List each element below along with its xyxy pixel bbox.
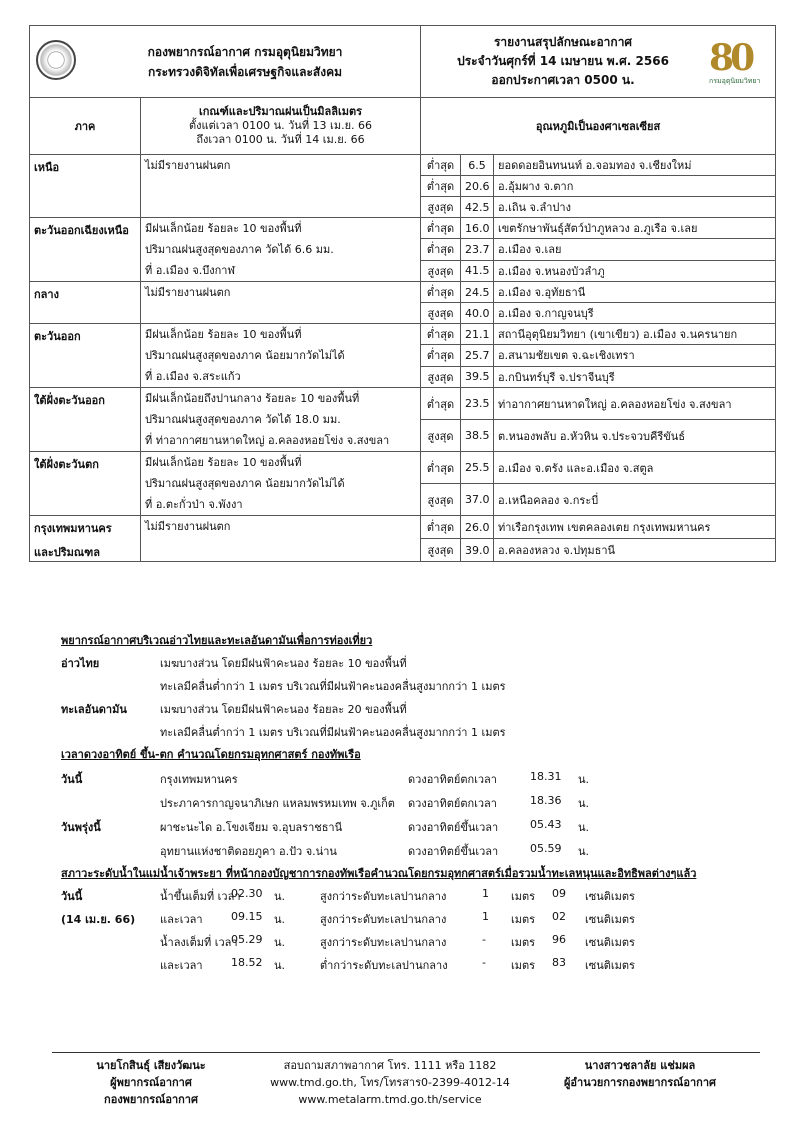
sun-time: 05.43 (530, 818, 562, 831)
org-line2: กระทรวงดิจิทัลเพื่อเศรษฐกิจและสังคม (147, 64, 343, 79)
report-issue-time: ออกประกาศเวลา 0500 น. (491, 73, 635, 87)
col-region-header: ภาค (30, 98, 141, 155)
temp-place: อ.คลองหลวง จ.ปทุมธานี (494, 539, 776, 562)
tide-m: - (482, 956, 486, 969)
temp-type: ต่ำสุด (421, 452, 461, 484)
temp-place: ท่าอากาศยานหาดใหญ่ อ.คลองหอยโข่ง จ.สงขลา (494, 388, 776, 420)
tide-desc: สูงกว่าระดับทะเลปานกลาง (320, 936, 447, 949)
andaman-line1: เมฆบางส่วน โดยมีฝนฟ้าคะนอง ร้อยละ 20 ของพื้นที่ (160, 703, 407, 716)
tide-time: 18.52 (231, 956, 263, 969)
region-rows (30, 155, 776, 562)
temp-place: อ.เมือง จ.กาญจนบุรี (494, 303, 776, 324)
footer-director: นางสาวชลาลัย แช่มผล ผู้อำนวยการกองพยากรณ์อากาศ (563, 1059, 716, 1089)
sun-event: ดวงอาทิตย์ตกเวลา (408, 797, 497, 810)
region-rainfall (141, 516, 421, 562)
temp-type: สูงสุด (421, 484, 461, 516)
tide-u: น. (274, 959, 286, 972)
tide-cm: 83 (552, 956, 566, 969)
marine-title: พยากรณ์อากาศบริเวณอ่าวไทยและทะเลอันดามันเพื่อการท่องเที่ยว (61, 634, 373, 647)
sun-today-label: วันนี้ (61, 773, 83, 786)
col-temp-header: อุณหภูมิเป็นองศาเซลเซียส (421, 98, 776, 155)
temp-place: ต.หนองพลับ อ.หัวหิน จ.ประจวบคีรีขันธ์ (494, 420, 776, 452)
temp-row (30, 218, 776, 239)
temp-value: 39.0 (461, 539, 494, 562)
temp-place: อ.เหนือคลอง จ.กระบี่ (494, 484, 776, 516)
temp-value: 23.7 (461, 239, 494, 260)
region-rainfall (141, 452, 421, 516)
region-name: ใต้ฝั่งตะวันตก (30, 452, 141, 516)
sun-unit: น. (578, 821, 590, 834)
temp-place: เขตรักษาพันธุ์สัตว์ป่าภูหลวง อ.ภูเรือ จ.เลย (494, 218, 776, 239)
tide-time: 05.29 (231, 933, 263, 946)
temp-place: ท่าเรือกรุงเทพ เขตคลองเตย กรุงเทพมหานคร (494, 516, 776, 539)
report-date: ประจำวันศุกร์ที่ 14 เมษายน พ.ศ. 2566 (457, 54, 669, 68)
marine-forecast-section (61, 631, 372, 649)
temp-value: 39.5 (461, 366, 494, 387)
tide-cmu: เซนติเมตร (585, 959, 635, 972)
tide-label: และเวลา (160, 959, 203, 972)
temp-type: สูงสุด (421, 539, 461, 562)
tide-mu: เมตร (511, 890, 536, 903)
tide-label: และเวลา (160, 913, 203, 926)
footer-website-link[interactable]: www.tmd.go.th, โทร/โทรสาร0-2399-4012-14 (270, 1076, 510, 1089)
temp-value: 40.0 (461, 303, 494, 324)
temp-type: ต่ำสุด (421, 239, 461, 260)
tide-m: 1 (482, 910, 489, 923)
temp-type: สูงสุด (421, 366, 461, 387)
report-sheet (29, 25, 775, 562)
region-rainfall (141, 218, 421, 282)
sun-place: ผาชะนะได อ.โขงเจียม จ.อุบลราชธานี (160, 821, 343, 834)
rain-line: ที่ อ.เมือง จ.บึงกาฬ (145, 264, 235, 277)
tide-u: น. (274, 936, 286, 949)
temp-type: ต่ำสุด (421, 516, 461, 539)
region-name: ใต้ฝั่งตะวันออก (30, 388, 141, 452)
region-name: กลาง (30, 282, 141, 324)
report-title: รายงานสรุปลักษณะอากาศ (493, 35, 633, 49)
rain-line: ไม่มีรายงานฝนตก (145, 520, 231, 533)
sun-time: 05.59 (530, 842, 562, 855)
sun-title: เวลาดวงอาทิตย์ ขึ้น-ตก คำนวณโดยกรมอุทกศาสตร์ กองทัพเรือ (61, 748, 361, 761)
temp-value: 24.5 (461, 282, 494, 303)
temp-place: อ.สนามชัยเขต จ.ฉะเชิงเทรา (494, 345, 776, 366)
rain-line: มีฝนเล็กน้อยถึงปานกลาง ร้อยละ 10 ของพื้นที่ (145, 392, 360, 405)
temp-value: 41.5 (461, 260, 494, 281)
temp-place: อ.เมือง จ.หนองบัวลำภู (494, 260, 776, 281)
rain-line: มีฝนเล็กน้อย ร้อยละ 10 ของพื้นที่ (145, 456, 302, 469)
temp-type: ต่ำสุด (421, 176, 461, 197)
tide-cm: 02 (552, 910, 566, 923)
gulf-label: อ่าวไทย (61, 657, 100, 670)
rain-line: ที่ อ.เมือง จ.สระแก้ว (145, 370, 241, 383)
sun-place: ประภาคารกาญจนาภิเษก แหลมพรหมเทพ จ.ภูเก็ต (160, 797, 395, 810)
region-rainfall (141, 282, 421, 324)
temp-value: 20.6 (461, 176, 494, 197)
temp-type: สูงสุด (421, 303, 461, 324)
temp-row (30, 516, 776, 539)
tide-time: 09.15 (231, 910, 263, 923)
temp-place: สถานีอุตุนิยมวิทยา (เขาเขียว) อ.เมือง จ.นครนายก (494, 324, 776, 345)
temp-type: ต่ำสุด (421, 218, 461, 239)
temp-place: อ.กบินทร์บุรี จ.ปราจีนบุรี (494, 366, 776, 387)
andaman-line2: ทะเลมีคลื่นต่ำกว่า 1 เมตร บริเวณที่มีฝนฟ้าคะนองคลื่นสูงมากกว่า 1 เมตร (160, 726, 506, 739)
temp-type: ต่ำสุด (421, 324, 461, 345)
tide-cm: 96 (552, 933, 566, 946)
temp-place: อ.อุ้มผาง จ.ตาก (494, 176, 776, 197)
sun-section (61, 745, 361, 763)
temp-row (30, 324, 776, 345)
sun-event: ดวงอาทิตย์ตกเวลา (408, 773, 497, 786)
tide-title: สภาวะระดับน้ำในแม่น้ำเจ้าพระยา ที่หน้ากองบัญชาการกองทัพเรือคำนวณโดยกรมอุทกศาสตร์เมื่อรวมน้ำทะเลหนุนและอิทธิพลต่างๆแล้ว (61, 867, 697, 880)
tide-cmu: เซนติเมตร (585, 913, 635, 926)
sun-place: กรุงเทพมหานคร (160, 773, 238, 786)
region-name: ตะวันออก (30, 324, 141, 388)
tide-date-label: (14 เม.ย. 66) (61, 913, 136, 926)
region-name: เหนือ (30, 155, 141, 218)
tide-cmu: เซนติเมตร (585, 890, 635, 903)
sun-place: อุทยานแห่งชาติดอยภูคา อ.ปัว จ.น่าน (160, 845, 337, 858)
tide-desc: สูงกว่าระดับทะเลปานกลาง (320, 890, 447, 903)
temp-place: อ.เถิน จ.ลำปาง (494, 197, 776, 218)
tide-mu: เมตร (511, 959, 536, 972)
temp-place: อ.เมือง จ.อุทัยธานี (494, 282, 776, 303)
temp-type: ต่ำสุด (421, 155, 461, 176)
gulf-line1: เมฆบางส่วน โดยมีฝนฟ้าคะนอง ร้อยละ 10 ของพื้นที่ (160, 657, 407, 670)
tide-time: 02.30 (231, 887, 263, 900)
temp-type: สูงสุด (421, 420, 461, 452)
tide-section (61, 864, 696, 882)
rain-line: ปริมาณฝนสูงสุดของภาค วัดได้ 6.6 มม. (145, 243, 334, 256)
tmd-80-logo-icon: 80 กรมอุตุนิยมวิทยา (709, 37, 761, 85)
temp-type: ต่ำสุด (421, 388, 461, 420)
region-name: กรุงเทพมหานคร และปริมณฑล (30, 516, 141, 562)
region-rainfall (141, 155, 421, 218)
weather-summary-table (29, 25, 776, 562)
tide-desc: ต่ำกว่าระดับทะเลปานกลาง (320, 959, 448, 972)
sun-unit: น. (578, 773, 590, 786)
rain-line: ไม่มีรายงานฝนตก (145, 159, 231, 172)
sun-time: 18.36 (530, 794, 562, 807)
rain-line: ที่ อ.ตะกั่วป่า จ.พังงา (145, 498, 243, 511)
sun-unit: น. (578, 797, 590, 810)
footer-forecaster: นายโกสินธุ์ เสียงวัฒนะ ผู้พยากรณ์อากาศ กองพยากรณ์อากาศ (96, 1059, 206, 1106)
tide-u: น. (274, 890, 286, 903)
sun-event: ดวงอาทิตย์ขึ้นเวลา (408, 845, 499, 858)
temp-type: ต่ำสุด (421, 282, 461, 303)
tide-m: - (482, 933, 486, 946)
footer-contact: สอบถามสภาพอากาศ โทร. 1111 หรือ 1182 www.tmd.go.th, โทร/โทรสาร0-2399-4012-14 www.metalarm.tmd.go.th/service (255, 1057, 525, 1108)
region-rainfall (141, 388, 421, 452)
temp-value: 25.5 (461, 452, 494, 484)
tide-label: น้ำขึ้นเต็มที่ เวลา (160, 890, 241, 903)
temp-row (30, 388, 776, 420)
temp-type: สูงสุด (421, 260, 461, 281)
temp-row (30, 452, 776, 484)
col-rain-header: เกณฑ์และปริมาณฝนเป็นมิลลิเมตร ตั้งแต่เวลา 0100 น. วันที่ 13 เม.ย. 66 ถึงเวลา 0100 น. วันที่ 14 เม.ย. 66 (141, 98, 421, 155)
tide-m: 1 (482, 887, 489, 900)
sun-tomorrow-label: วันพรุ่งนี้ (61, 821, 101, 834)
rain-line: ปริมาณฝนสูงสุดของภาค น้อยมากวัดไม่ได้ (145, 477, 345, 490)
temp-value: 42.5 (461, 197, 494, 218)
temp-type: ต่ำสุด (421, 345, 461, 366)
gulf-line2: ทะเลมีคลื่นต่ำกว่า 1 เมตร บริเวณที่มีฝนฟ้าคะนองคลื่นสูงมากกว่า 1 เมตร (160, 680, 506, 693)
tide-mu: เมตร (511, 936, 536, 949)
rain-line: ไม่มีรายงานฝนตก (145, 286, 231, 299)
tide-today-label: วันนี้ (61, 890, 83, 903)
department-seal-icon (36, 40, 76, 80)
temp-value: 6.5 (461, 155, 494, 176)
temp-place: ยอดดอยอินทนนท์ อ.จอมทอง จ.เชียงใหม่ (494, 155, 776, 176)
region-rainfall (141, 324, 421, 388)
org-line1: กองพยากรณ์อากาศ กรมอุตุนิยมวิทยา (147, 44, 343, 59)
temp-place: อ.เมือง จ.เลย (494, 239, 776, 260)
temp-value: 37.0 (461, 484, 494, 516)
rain-line: มีฝนเล็กน้อย ร้อยละ 10 ของพื้นที่ (145, 222, 302, 235)
tide-cmu: เซนติเมตร (585, 936, 635, 949)
temp-value: 26.0 (461, 516, 494, 539)
tide-desc: สูงกว่าระดับทะเลปานกลาง (320, 913, 447, 926)
temp-value: 25.7 (461, 345, 494, 366)
tide-cm: 09 (552, 887, 566, 900)
footer-divider (52, 1052, 760, 1053)
temp-value: 16.0 (461, 218, 494, 239)
temp-row (30, 155, 776, 176)
sun-time: 18.31 (530, 770, 562, 783)
rain-line: ปริมาณฝนสูงสุดของภาค วัดได้ 18.0 มม. (145, 413, 341, 426)
temp-value: 21.1 (461, 324, 494, 345)
header-report-cell (421, 26, 776, 98)
rain-line: ปริมาณฝนสูงสุดของภาค น้อยมากวัดไม่ได้ (145, 349, 345, 362)
temp-type: สูงสุด (421, 197, 461, 218)
tide-label: น้ำลงเต็มที่ เวลา (160, 936, 238, 949)
rain-line: มีฝนเล็กน้อย ร้อยละ 10 ของพื้นที่ (145, 328, 302, 341)
region-name: ตะวันออกเฉียงเหนือ (30, 218, 141, 282)
temp-value: 38.5 (461, 420, 494, 452)
sun-event: ดวงอาทิตย์ขึ้นเวลา (408, 821, 499, 834)
temp-value: 23.5 (461, 388, 494, 420)
temp-row (30, 282, 776, 303)
rain-line: ที่ ท่าอากาศยานหาดใหญ่ อ.คลองหอยโข่ง จ.สงขลา (145, 434, 390, 447)
sun-unit: น. (578, 845, 590, 858)
tide-mu: เมตร (511, 913, 536, 926)
footer-service-link[interactable]: www.metalarm.tmd.go.th/service (298, 1093, 482, 1106)
temp-place: อ.เมือง จ.ตรัง และอ.เมือง จ.สตูล (494, 452, 776, 484)
header-org-cell (30, 26, 421, 98)
andaman-label: ทะเลอันดามัน (61, 703, 127, 716)
tide-u: น. (274, 913, 286, 926)
